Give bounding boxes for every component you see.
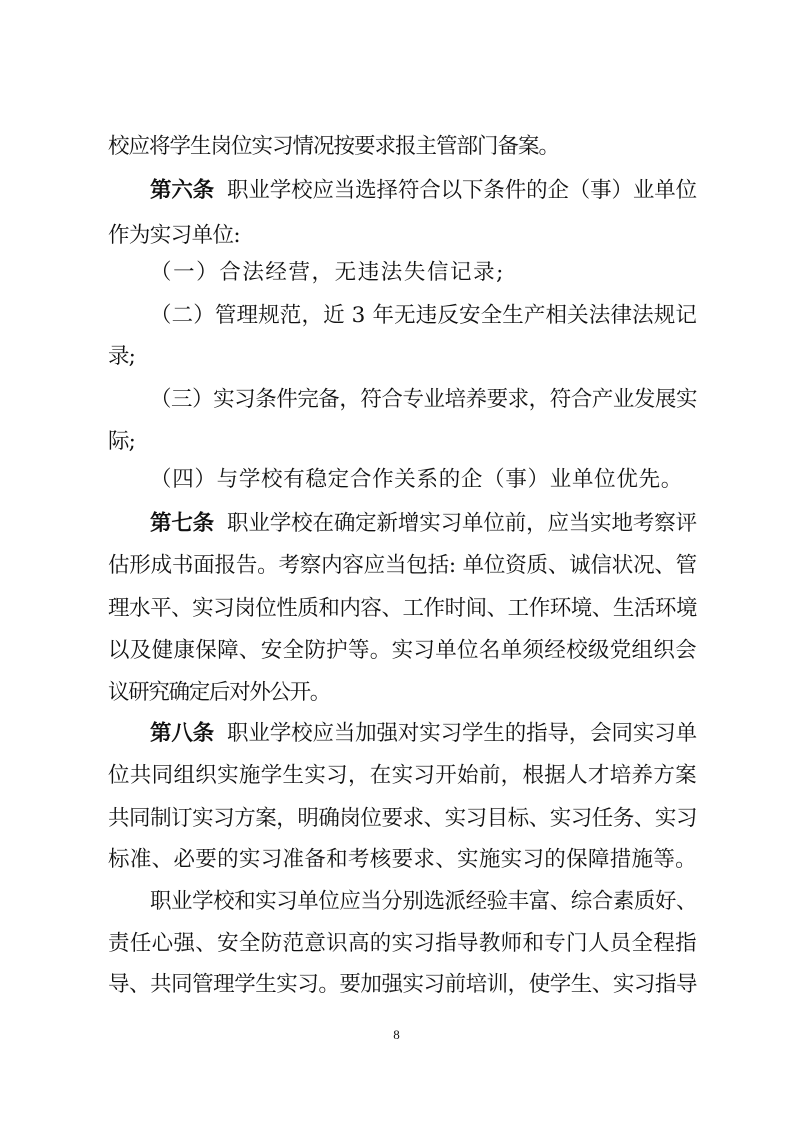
line-text: 以及健康保障、安全防护等。实习单位名单须经校级党组织会	[108, 638, 697, 663]
line-text: 校应将学生岗位实习情况按要求报主管部门备案。	[108, 134, 559, 159]
line-text: 共同制订实习方案，明确岗位要求、实习目标、实习任务、实习	[108, 806, 697, 831]
article-heading: 第六条	[150, 178, 214, 203]
line-text: 职业学校应当选择符合以下条件的企（事）业单位	[227, 178, 697, 203]
page-number: 8	[393, 1027, 400, 1042]
line-text: 际;	[108, 429, 135, 454]
line-text: （三）实习条件完备，符合专业培养要求，符合产业发展实	[150, 387, 697, 412]
line-text: 位共同组织实施学生实习，在实习开始前，根据人才培养方案	[108, 763, 697, 788]
line-text: 职业学校在确定新增实习单位前，应当实地考察评	[227, 511, 697, 536]
line-text: 估形成书面报告。考察内容应当包括: 单位资质、诚信状况、管	[108, 553, 697, 578]
line-text: 标准、必要的实习准备和考核要求、实施实习的保障措施等。	[108, 847, 697, 872]
line-text: 导、共同管理学生实习。要加强实习前培训，使学生、实习指导	[108, 972, 697, 997]
line-text: 职业学校应当加强对实习学生的指导，会同实习单	[227, 721, 697, 746]
article-heading: 第七条	[150, 511, 214, 536]
line-text: 作为实习单位:	[108, 223, 240, 248]
line-text: （四）与学校有稳定合作关系的企（事）业单位优先。	[150, 467, 683, 492]
line-text: 理水平、实习岗位性质和内容、工作时间、工作环境、生活环境	[108, 596, 697, 621]
line-text: 议研究确定后对外公开。	[108, 680, 330, 705]
line-text: 职业学校和实习单位应当分别选派经验丰富、综合素质好、	[150, 889, 697, 914]
line-text: 录;	[108, 344, 135, 369]
article-heading: 第八条	[150, 721, 214, 746]
line-text: （二）管理规范，近 3 年无违反安全生产相关法律法规记	[150, 303, 697, 328]
line-text: 责任心强、安全防范意识高的实习指导教师和专门人员全程指	[108, 931, 697, 956]
line-text: （一）合法经营，无违法失信记录;	[150, 260, 505, 285]
